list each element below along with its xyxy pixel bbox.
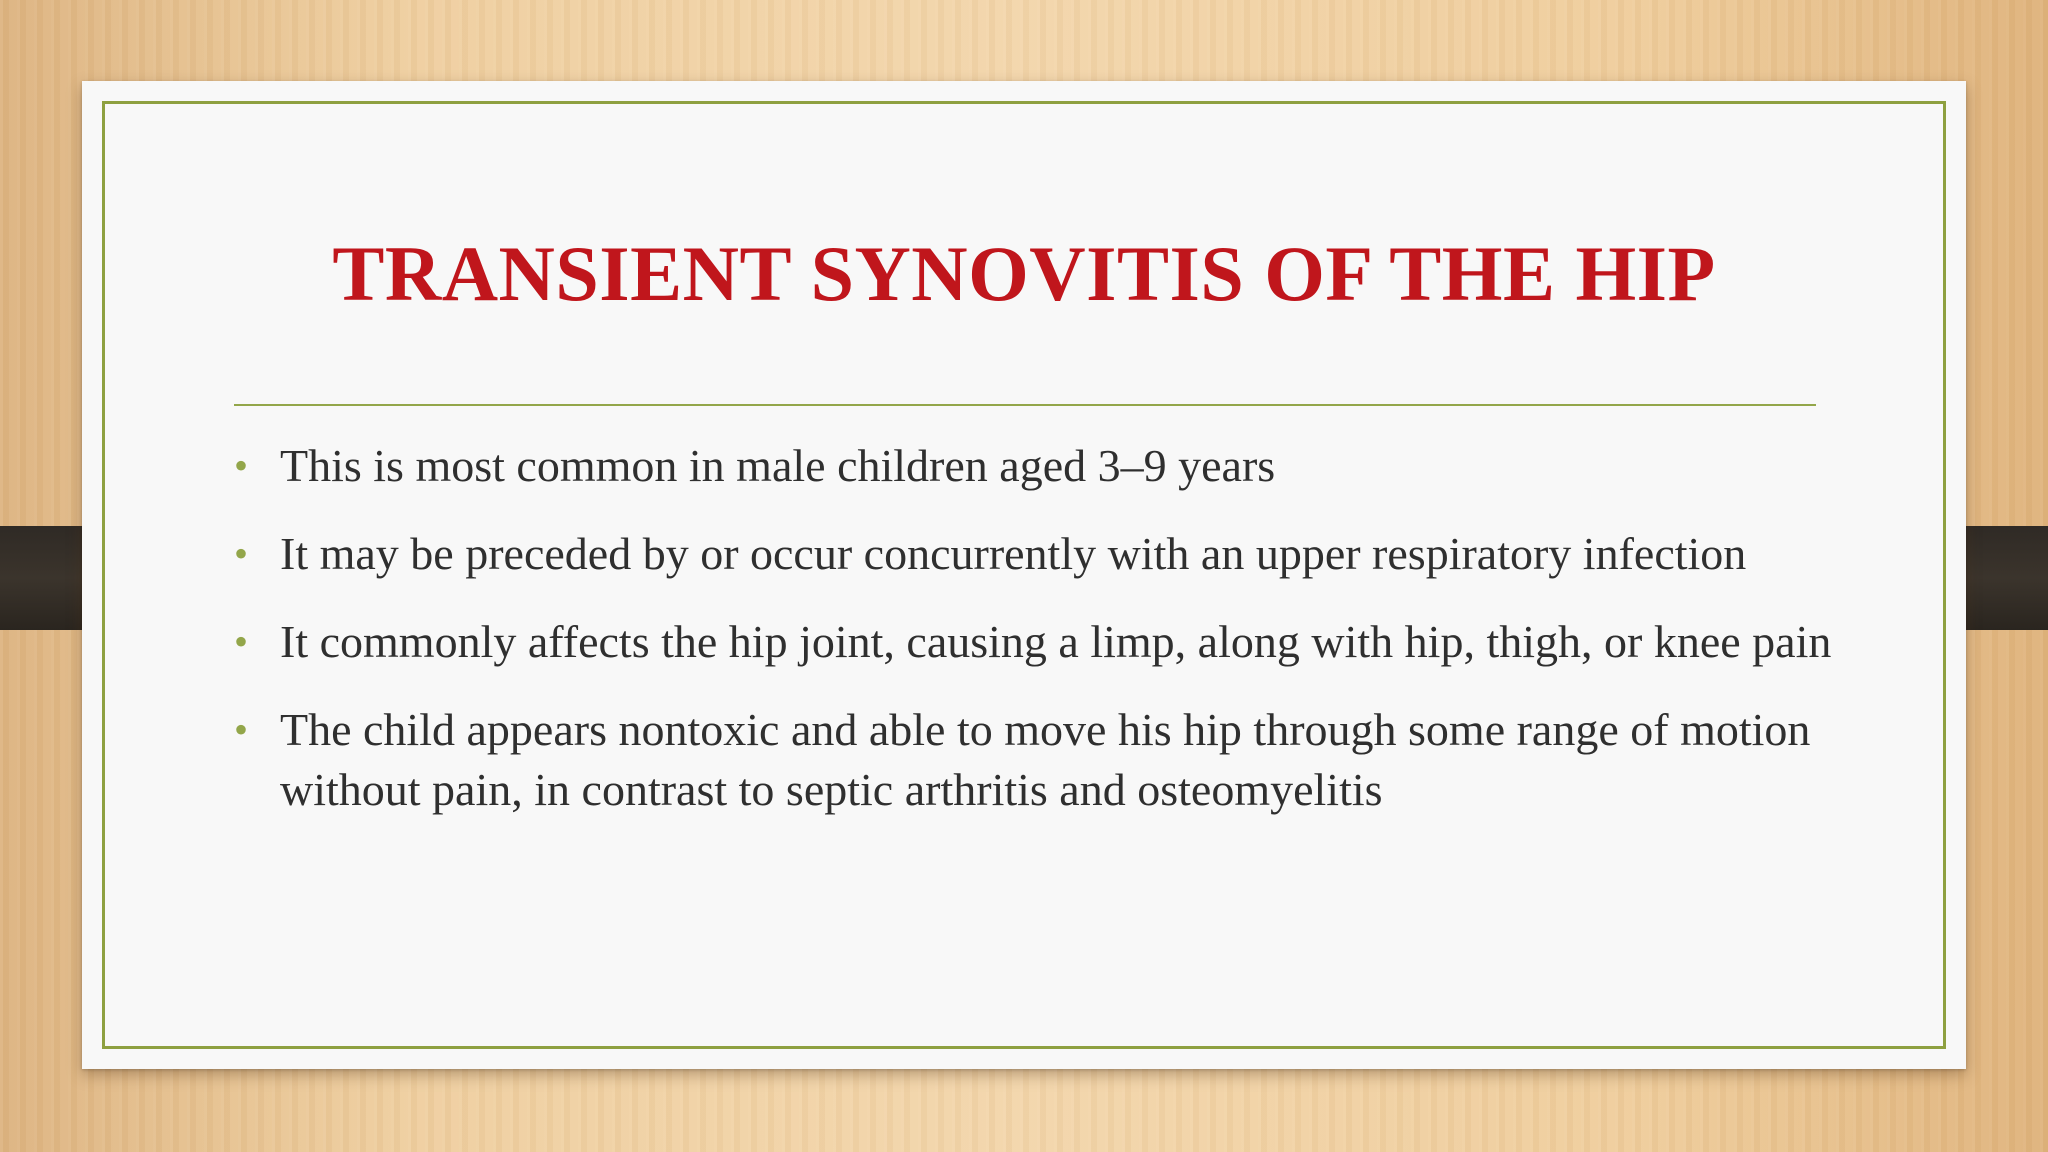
bullet-item [234, 700, 1894, 820]
bullet-text: It commonly affects the hip joint, causing a limp, along with hip, thigh, or knee pain [280, 616, 1832, 667]
bullet-item [234, 524, 1894, 584]
slide-title: TRANSIENT SYNOVITIS OF THE HIP [332, 230, 1716, 317]
bullet-text: The child appears nontoxic and able to move his hip through some range of motion without pain, in contrast to septic arthritis and osteomyelitis [280, 704, 1811, 815]
bullet-item [234, 436, 1894, 496]
bullet-dot-icon: • [234, 619, 249, 664]
bullet-text: This is most common in male children aged 3–9 years [280, 440, 1276, 491]
bullet-item [234, 612, 1894, 672]
slide-card [82, 81, 1966, 1069]
bullet-dot-icon: • [234, 531, 249, 576]
bullet-text: It may be preceded by or occur concurrently with an upper respiratory infection [280, 528, 1747, 579]
bullet-list [234, 436, 1894, 848]
bullet-dot-icon: • [234, 443, 249, 488]
title-divider [234, 404, 1816, 406]
bullet-dot-icon: • [234, 707, 249, 752]
